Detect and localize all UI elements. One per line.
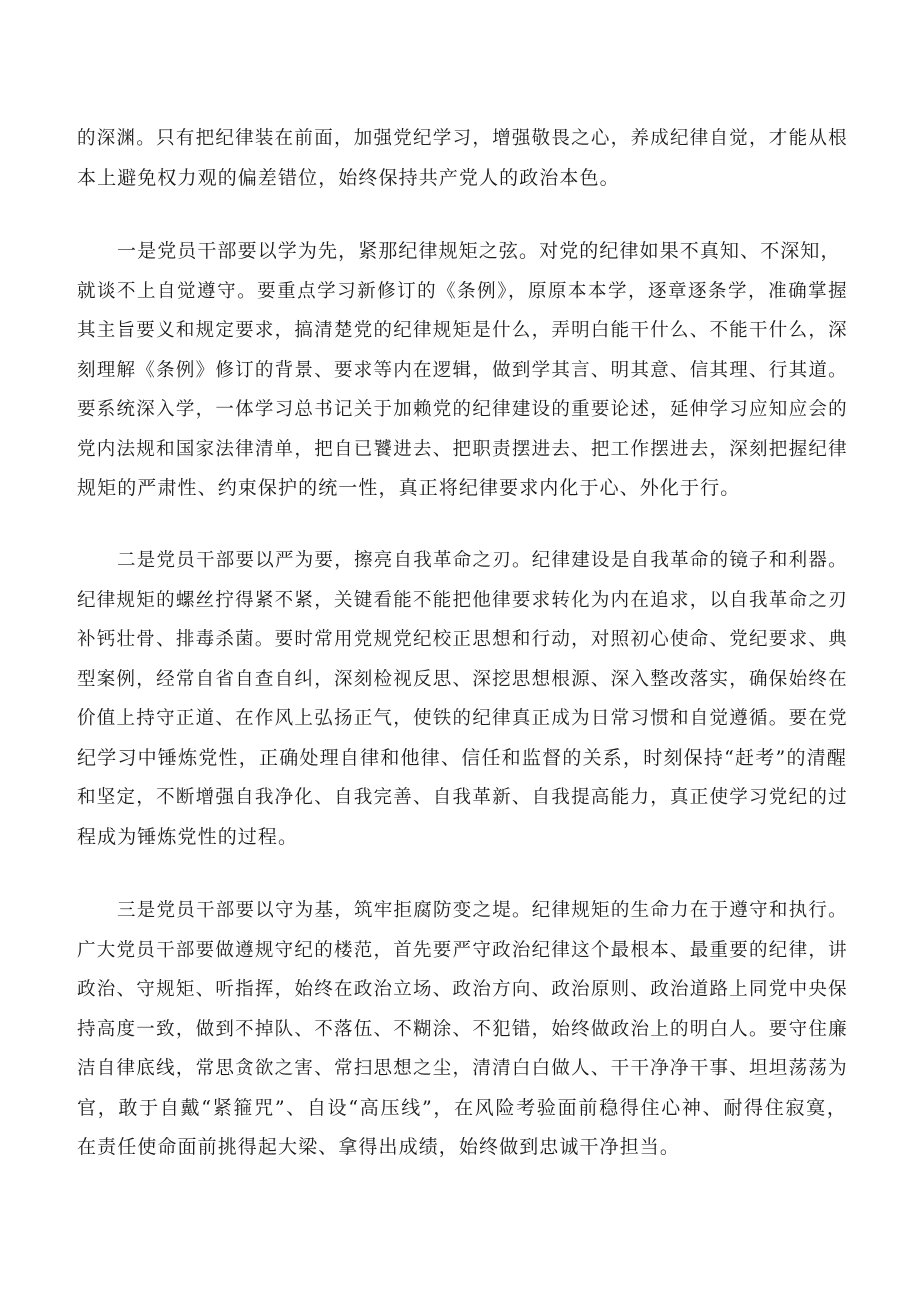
text-line: 型案例，经常自省自查自纠，深刻检视反思、深挖思想根源、深入整改落实，确保始终在 <box>77 668 847 690</box>
text-line: 洁自律底线，常思贪欲之害、常扫思想之尘，清清白白做人、干干净净干事、坦坦荡荡为 <box>77 1058 847 1079</box>
text-line: 本上避免权力观的偏差错位，始终保持共产党人的政治本色。 <box>77 166 620 189</box>
paragraph-intro <box>77 119 847 198</box>
paragraph-point-two <box>77 541 847 857</box>
text-line: 补钙壮骨、排毒杀菌。要时常用党规党纪校正思想和行动，对照初心使命、党纪要求、典 <box>77 629 847 650</box>
text-line: 的深渊。只有把纪律装在前面，加强党纪学习，增强敬畏之心，养成纪律自觉，才能从根 <box>77 128 847 149</box>
text-line: 要系统深入学，一体学习总书记关于加赖党的纪律建设的重要论述，延伸学习应知应会的 <box>77 399 847 420</box>
text-line: 纪律规矩的螺丝拧得紧不紧，关键看能不能把他律要求转化为内在追求，以自我革命之刃 <box>77 589 847 611</box>
text-line: 规矩的严肃性、约束保护的统一性，真正将纪律要求内化于心、外化于行。 <box>77 477 741 499</box>
text-line: 党内法规和国家法律清单，把自已饕进去、把职责摆进去、把工作摆进去，深刻把握纪律 <box>77 438 847 460</box>
text-line: 在责任使命面前挑得起大梁、拿得出成绩，始终做到忠诚干净担当。 <box>77 1136 681 1158</box>
text-line: 就谈不上自觉遵守。要重点学习新修订的《条例》，原原本本学，逐章逐条学，准确掌握 <box>77 280 847 302</box>
text-line: 官，敢于自戴“紧箍咒”、自设“高压线”，在风险考验面前稳得住心神、耐得住寂寞， <box>77 1096 847 1119</box>
text-line: 程成为锤炼党性的过程。 <box>77 825 299 848</box>
text-line: 刻理解《条例》修订的背景、要求等内在逻辑，做到学其言、明其意、信其理、行其道。 <box>77 359 847 381</box>
paragraph-point-one <box>77 232 847 509</box>
text-line: 二是党员干部要以严为要，擦亮自我革命之刃。纪律建设是自我革命的镜子和利器。 <box>117 550 847 571</box>
text-line: 价值上持守正道、在作风上弘扬正气，使铁的纪律真正成为日常习惯和自觉遵循。要在党 <box>77 708 847 729</box>
text-line: 和坚定，不断增强自我净化、自我完善、自我革新、自我提高能力，真正使学习党纪的过 <box>77 787 847 808</box>
text-line: 一是党员干部要以学为先，紧那纪律规矩之弦。对党的纪律如果不真知、不深知， <box>117 240 841 262</box>
text-line: 广大党员干部要做遵规守纪的楼范，首先要严守政治纪律这个最根本、最重要的纪律，讲 <box>77 939 847 961</box>
text-line: 其主旨要义和规定要求，搞清楚党的纪律规矩是什么，弄明白能干什么、不能干什么，深 <box>77 320 847 341</box>
paragraph-point-three <box>77 891 847 1168</box>
text-line: 政治、守规矩、听指挥，始终在政治立场、政治方向、政治原则、政治道路上同党中央保 <box>77 979 847 1000</box>
text-line: 持高度一致，做到不掉队、不落伍、不糊涂、不犯错，始终做政治上的明白人。要守住廉 <box>77 1018 847 1040</box>
text-line: 三是党员干部要以守为基，筑牢拒腐防变之堤。纪律规矩的生命力在于遵守和执行。 <box>117 900 847 921</box>
text-line: 纪学习中锤炼党性，正确处理自律和他律、信任和监督的关系，时刻保持“赶考”的清醒 <box>77 746 847 769</box>
